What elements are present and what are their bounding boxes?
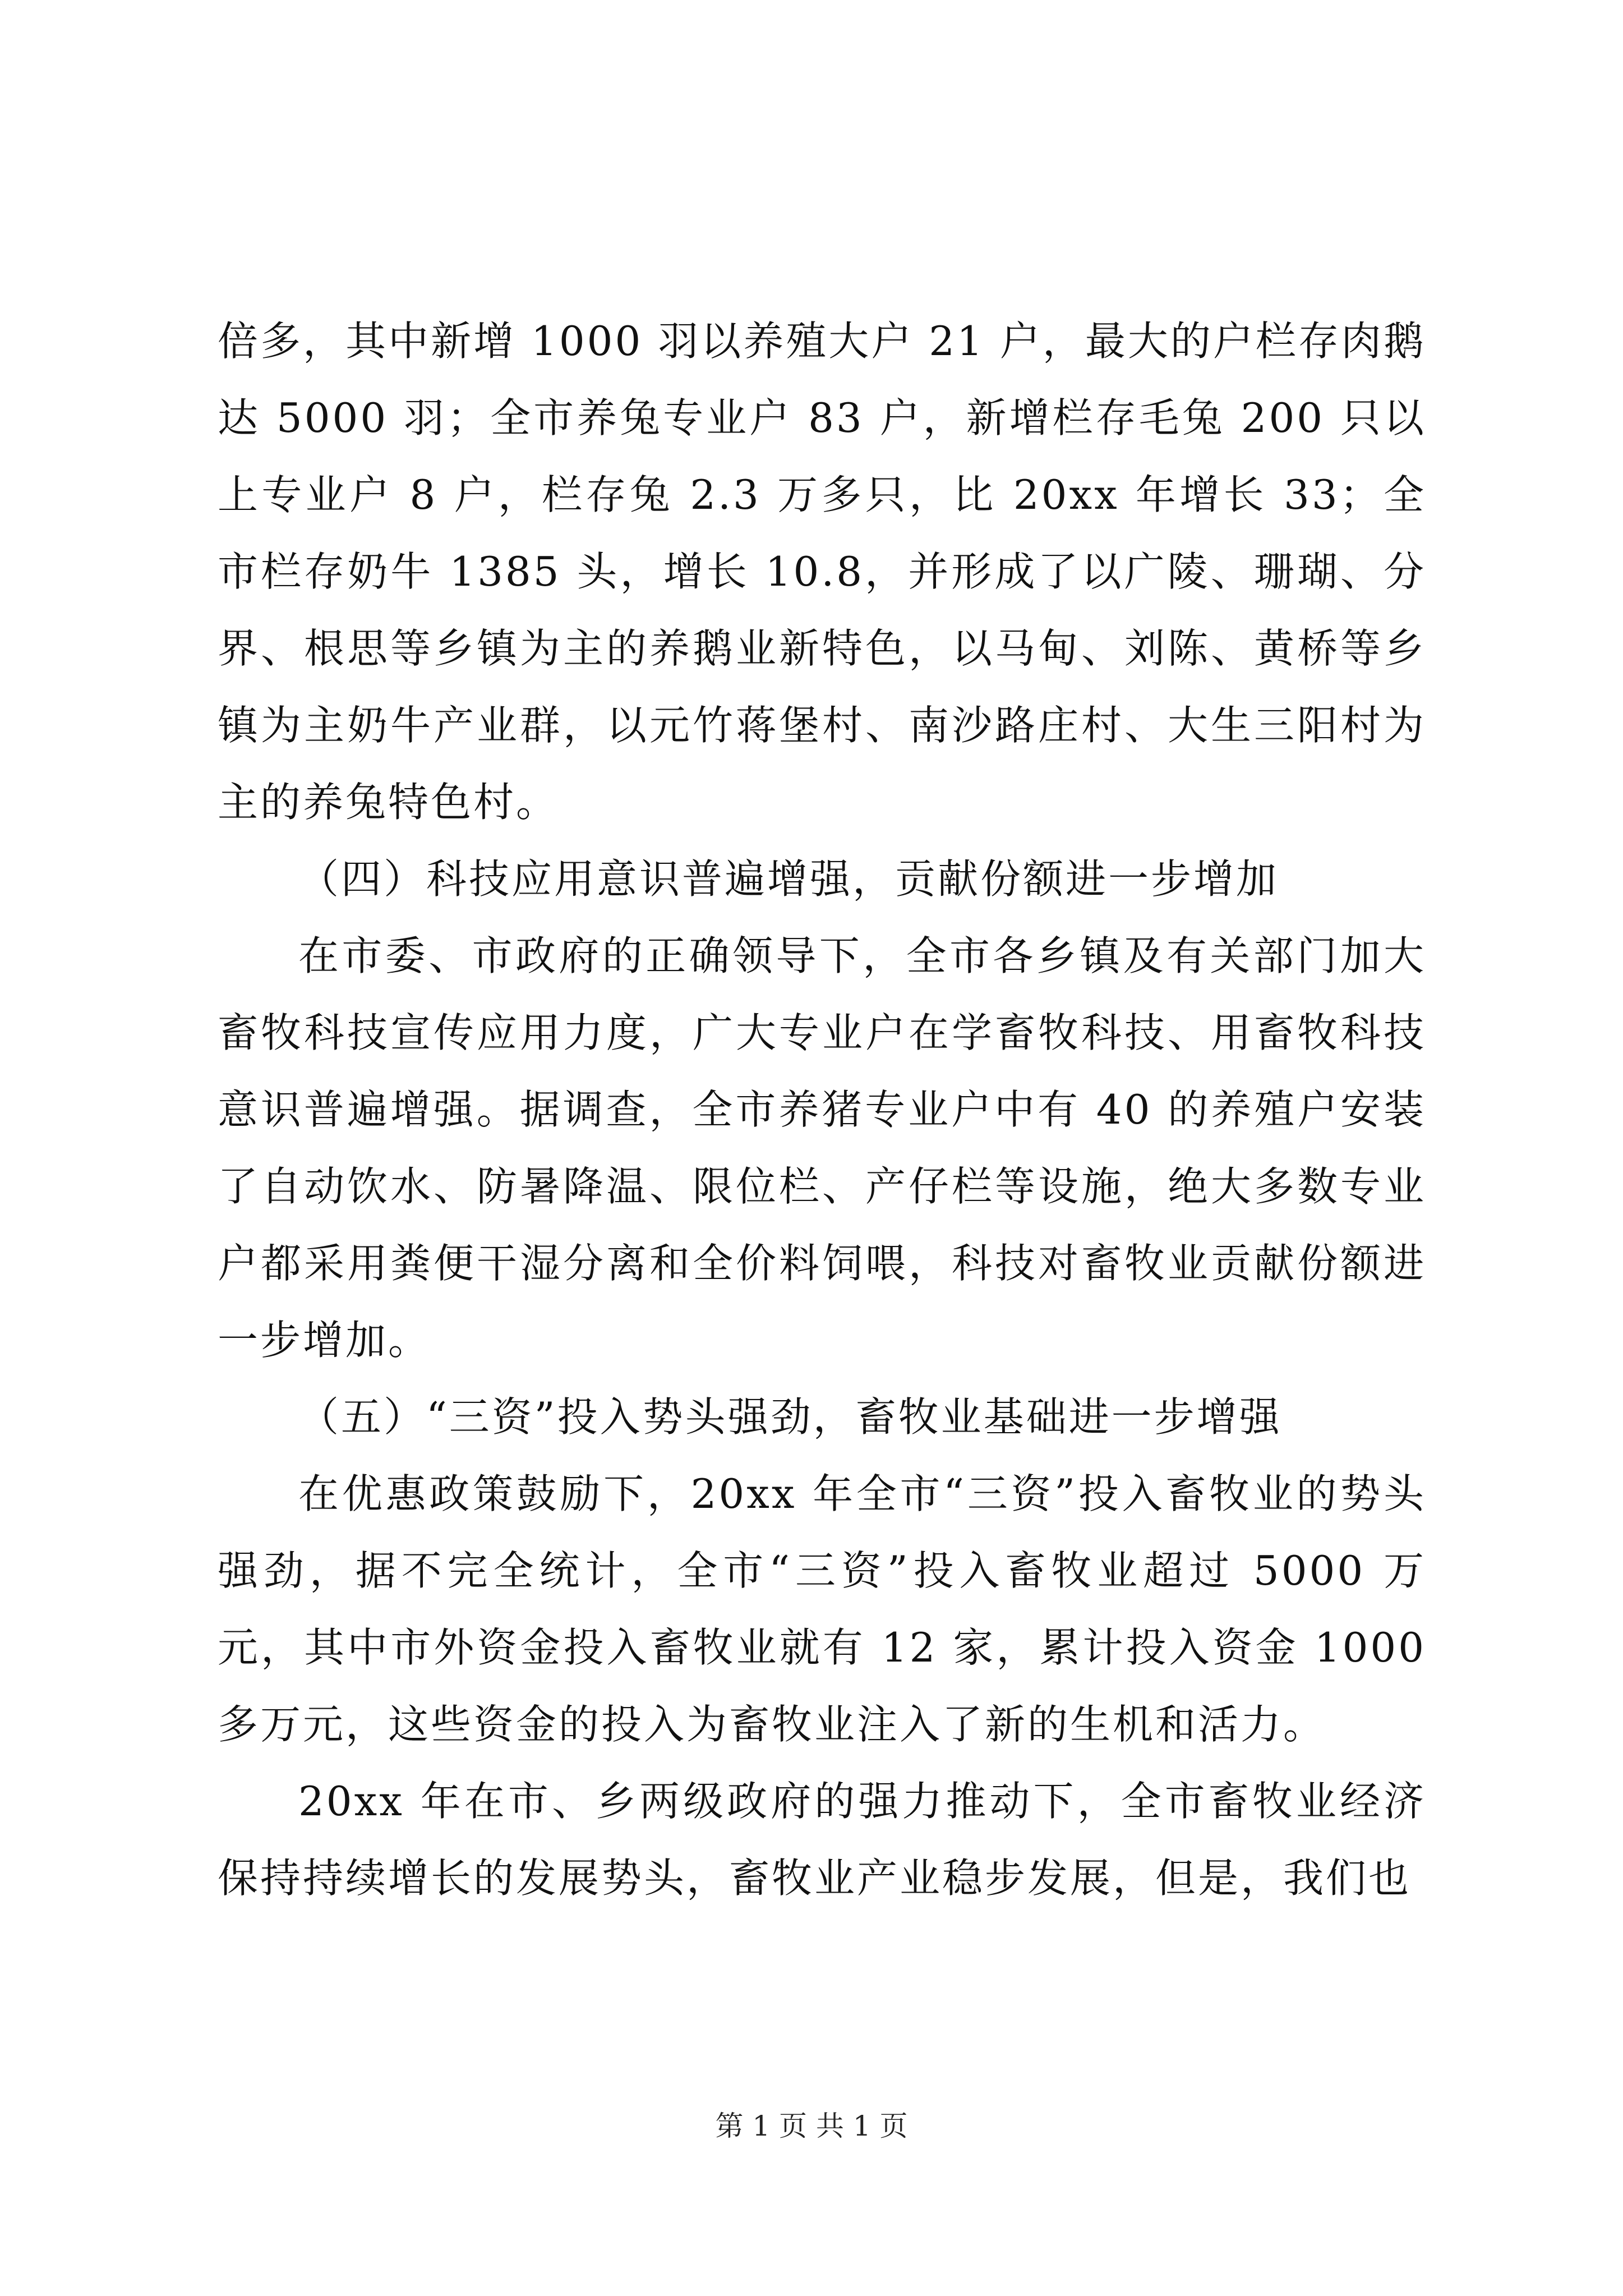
section-heading-tech: （四）科技应用意识普遍增强，贡献份额进一步增加 [298, 855, 1279, 903]
page-footer: 第 1 页 共 1 页 [715, 2110, 908, 2142]
paragraph-livestock-stats: 倍多，其中新增 1000 羽以养殖大户 21 户，最大的户栏存肉鹅达 5000 羽；全市养兔专业户 83 户，新增栏存毛兔 200 只以上专业户 8 户，栏存兔 2.3 万多只，比 20xx 年增长 33；全市栏存奶牛 1385 头，增长 10.8，并形成了以广陵、珊瑚、分界、根思等乡镇为主的养鹅业新特色，以马甸、刘陈、黄桥等乡镇为主奶牛产业群，以元竹蒋堡村、南沙路庄村、大生三阳村为主的养兔特色村。 [218, 318, 1426, 826]
document-body [218, 303, 1426, 1917]
paragraph-investment: 在优惠政策鼓励下，20xx 年全市“三资”投入畜牧业的势头强劲，据不完全统计，全市“三资”投入畜牧业超过 5000 万元，其中市外资金投入畜牧业就有 12 家，累计投入资金 1000 多万元，这些资金的投入为畜牧业注入了新的生机和活力。 [218, 1470, 1426, 1748]
paragraph-tech-application: 在市委、市政府的正确领导下，全市各乡镇及有关部门加大畜牧科技宣传应用力度，广大专业户在学畜牧科技、用畜牧科技意识普遍增强。据调查，全市养猪专业户中有 40 的养殖户安装了自动饮水、防暑降温、限位栏、产仔栏等设施，绝大多数专业户都采用粪便干湿分离和全价料饲喂，科技对畜牧业贡献份额进一步增加。 [218, 932, 1426, 1364]
paragraph-summary: 20xx 年在市、乡两级政府的强力推动下，全市畜牧业经济保持持续增长的发展势头，畜牧业产业稳步发展，但是，我们也 [218, 1778, 1426, 1902]
section-heading-investment: （五）“三资”投入势头强劲，畜牧业基础进一步增强 [298, 1393, 1282, 1441]
